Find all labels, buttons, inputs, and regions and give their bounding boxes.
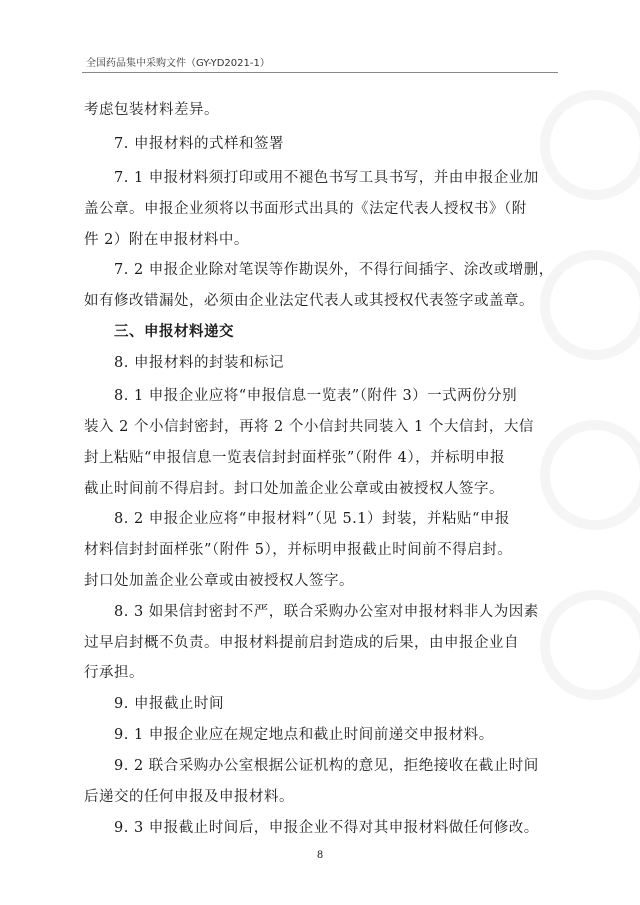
body-line: 9. 3 申报截止时间后，申报企业不得对其申报材料做任何修改。 xyxy=(114,820,539,836)
header-divider xyxy=(82,72,558,73)
body-line: 后递交的任何申报及申报材料。 xyxy=(84,789,294,805)
body-line: 9. 2 联合采购办公室根据公证机构的意见，拒绝接收在截止时间 xyxy=(114,758,539,774)
body-line: 8. 3 如果信封密封不严，联合采购办公室对申报材料非人为因素 xyxy=(114,604,539,620)
section-heading-9: 9. 申报截止时间 xyxy=(114,696,224,712)
chapter-heading-3: 三、申报材料递交 xyxy=(114,324,234,340)
body-line: 9. 1 申报企业应在规定地点和截止时间前递交申报材料。 xyxy=(114,727,494,743)
body-line: 8. 2 申报企业应将“申报材料”（见 5.1）封装，并粘贴“申报 xyxy=(114,511,510,527)
body-line: 件 2）附在申报材料中。 xyxy=(84,232,249,248)
body-line: 材料信封封面样张”（附件 5），并标明申报截止时间前不得启封。 xyxy=(84,542,513,558)
body-line: 7. 1 申报材料须打印或用不褪色书写工具书写，并由申报企业加 xyxy=(114,170,539,186)
body-line: 考虑包装材料差异。 xyxy=(84,102,219,118)
body-line: 如有修改错漏处，必须由企业法定代表人或其授权代表签字或盖章。 xyxy=(84,293,534,309)
section-heading-7: 7. 申报材料的式样和签署 xyxy=(114,136,284,152)
page-number: 8 xyxy=(316,850,324,861)
body-line: 7. 2 申报企业除对笔误等作勘误外，不得行间插字、涂改或增删， xyxy=(114,262,554,278)
body-line: 过早启封概不负责。申报材料提前启封造成的后果，由申报企业自 xyxy=(84,635,519,651)
body-line: 装入 2 个小信封密封，再将 2 个小信封共同装入 1 个大信封，大信 xyxy=(84,419,534,435)
body-line: 行承担。 xyxy=(84,665,144,681)
body-line: 封上粘贴“申报信息一览表信封封面样张”（附件 4），并标明申报 xyxy=(84,450,506,466)
body-line: 8. 1 申报企业应将“申报信息一览表”（附件 3）一式两份分别 xyxy=(114,388,518,404)
body-line: 截止时间前不得启封。封口处加盖企业公章或由被授权人签字。 xyxy=(84,481,504,497)
section-heading-8: 8. 申报材料的封装和标记 xyxy=(114,355,284,371)
document-header: 全国药品集中采购文件（GY-YD2021-1） xyxy=(86,58,270,69)
body-line: 封口处加盖企业公章或由被授权人签字。 xyxy=(84,573,354,589)
body-line: 盖公章。申报企业须将以书面形式出具的《法定代表人授权书》（附 xyxy=(84,201,527,217)
